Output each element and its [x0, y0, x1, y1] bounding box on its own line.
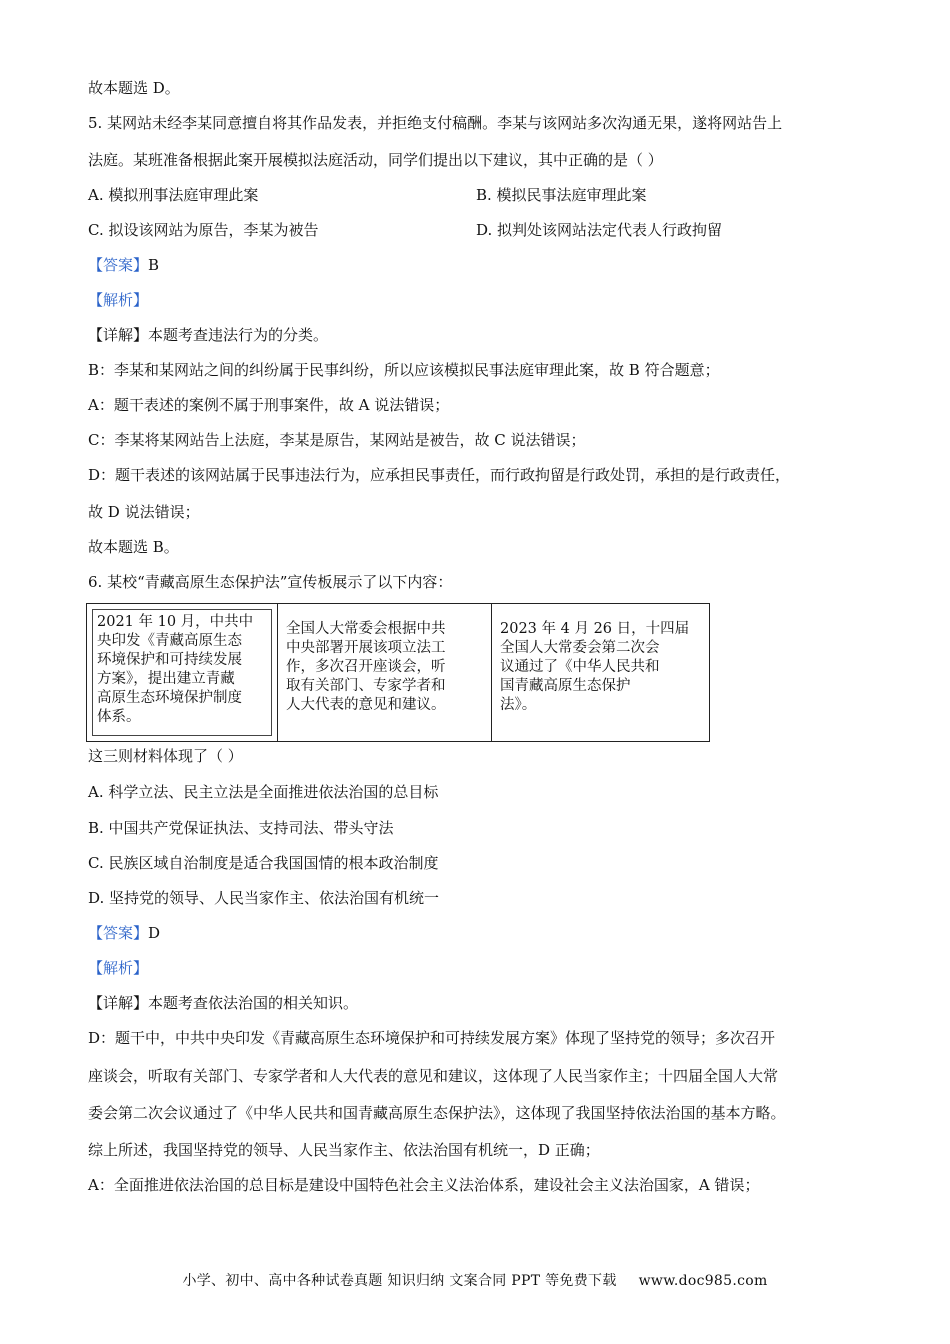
- footer-text: 小学、初中、高中各种试卷真题 知识归纳 文案合同 PPT 等免费下载: [182, 1273, 617, 1289]
- cell3-line: 法》。: [500, 697, 537, 713]
- material-cell-1: [87, 604, 278, 741]
- explain-d-cont: 故 D 说法错误；: [88, 503, 200, 521]
- cell2-line: 全国人大常委会根据中共: [286, 621, 446, 637]
- q6-summary: 综上所述，我国坚持党的领导、人民当家作主、依法治国有机统一，D 正确；: [88, 1141, 600, 1159]
- material-table: [86, 603, 710, 742]
- cell3-line: 全国人大常委会第二次会: [500, 640, 660, 656]
- cell1-line: 央印发《青藏高原生态: [97, 633, 242, 649]
- cell3-line: 国青藏高原生态保护: [500, 678, 631, 694]
- cell1-line: 方案》，提出建立青藏: [97, 671, 235, 687]
- explain-d: D：题干表述的该网站属于民事违法行为，应承担民事责任，而行政拘留是行政处罚，承担的是行政责任，: [88, 466, 791, 484]
- q6-explain-a: A：全面推进依法治国的总目标是建设中国特色社会主义法治体系，建设社会主义法治国家，A 错误；: [88, 1176, 760, 1194]
- cell1-line: 环境保护和可持续发展: [97, 652, 242, 668]
- q6-option-c: C. 民族区域自治制度是适合我国国情的根本政治制度: [88, 854, 439, 872]
- option-a: A. 模拟刑事法庭审理此案: [88, 186, 259, 204]
- material-cell-1-text: [92, 609, 272, 736]
- explain-b: B：李某和某网站之间的纠纷属于民事纠纷，所以应该模拟民事法庭审理此案，故 B 符合题意；: [88, 361, 720, 379]
- question-6-stem: 6. 某校“青藏高原生态保护法”宣传板展示了以下内容：: [88, 573, 453, 591]
- answer-line-q6: [88, 923, 160, 943]
- explain-c: C：李某将某网站告上法庭，李某是原告，某网站是被告，故 C 说法错误；: [88, 431, 586, 449]
- cell2-line: 人大代表的意见和建议。: [286, 697, 446, 713]
- answer-conclusion-q4: 故本题选 D。: [88, 79, 180, 97]
- analysis-tag: 【解析】: [88, 291, 149, 309]
- option-b: B. 模拟民事法庭审理此案: [476, 186, 647, 204]
- material-cell-2: [278, 604, 492, 741]
- cell1-line: 高原生态环境保护制度: [97, 690, 242, 706]
- answer-tag: 【答案】: [88, 924, 149, 942]
- cell2-line: 中央部署开展该项立法工: [286, 640, 446, 656]
- q6-option-d: D. 坚持党的领导、人民当家作主、依法治国有机统一: [88, 889, 440, 907]
- detail-q6: 【详解】本题考查依法治国的相关知识。: [88, 994, 359, 1012]
- cell3-line: 2023 年 4 月 26 日，十四届: [500, 621, 690, 637]
- answer-line-q5: [88, 255, 159, 275]
- cell1-line: 体系。: [97, 709, 141, 725]
- q6-option-b: B. 中国共产党保证执法、支持司法、带头守法: [88, 819, 394, 837]
- analysis-tag: 【解析】: [88, 959, 149, 977]
- q6-option-a: A. 科学立法、民主立法是全面推进依法治国的总目标: [88, 783, 439, 801]
- footer: [0, 1270, 950, 1290]
- option-d: D. 拟判处该网站法定代表人行政拘留: [476, 221, 723, 239]
- analysis-tag-q5: [88, 290, 148, 310]
- cell1-line: 2021 年 10 月，中共中: [97, 614, 254, 630]
- option-c: C. 拟设该网站为原告，李某为被告: [88, 221, 319, 239]
- material-cell-3: [492, 604, 709, 741]
- q6-explain-d-cont1: 座谈会，听取有关部门、专家学者和人大代表的意见和建议，这体现了人民当家作主；十四届全国人大常: [88, 1067, 779, 1085]
- explain-a: A：题干表述的案例不属于刑事案件，故 A 说法错误；: [88, 396, 450, 414]
- detail-q5: 【详解】本题考查违法行为的分类。: [88, 326, 329, 344]
- question-6-prompt: 这三则材料体现了（ ）: [88, 747, 243, 765]
- q6-explain-d-cont2: 委会第二次会议通过了《中华人民共和国青藏高原生态保护法》，这体现了我国坚持依法治国的基本方略。: [88, 1104, 786, 1122]
- q6-explain-d: D：题干中，中共中央印发《青藏高原生态环境保护和可持续发展方案》体现了坚持党的领导；多次召开: [88, 1029, 776, 1047]
- answer-conclusion-q5: 故本题选 B。: [88, 538, 179, 556]
- question-5-stem: 5. 某网站未经李某同意擅自将其作品发表，并拒绝支付稿酬。李某与该网站多次沟通无果，遂将网站告上: [88, 114, 783, 132]
- answer-value: D: [148, 924, 161, 942]
- footer-link[interactable]: www.doc985.com: [638, 1273, 768, 1289]
- analysis-tag-q6: [88, 958, 148, 978]
- answer-value: B: [148, 256, 160, 274]
- answer-tag: 【答案】: [88, 256, 149, 274]
- question-5-stem-cont: 法庭。某班准备根据此案开展模拟法庭活动，同学们提出以下建议，其中正确的是（ ）: [88, 151, 663, 169]
- cell2-line: 取有关部门、专家学者和: [286, 678, 446, 694]
- cell3-line: 议通过了《中华人民共和: [500, 659, 660, 675]
- cell2-line: 作，多次召开座谈会，听: [286, 659, 446, 675]
